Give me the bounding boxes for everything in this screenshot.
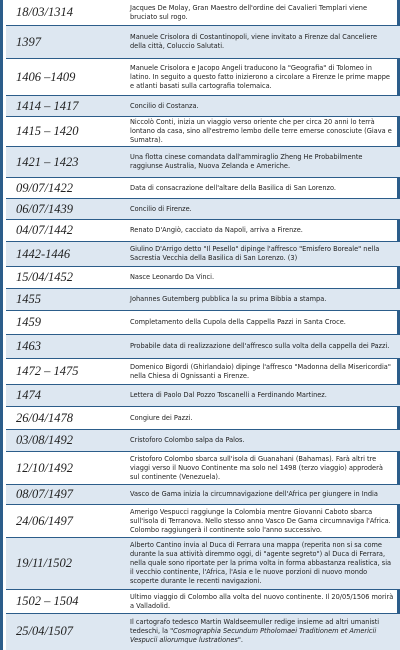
event-date: 1397 [16,34,41,49]
timeline-row [6,117,400,147]
event-date: 1474 [16,388,41,402]
event-description: Una flotta cinese comandata dall'ammiraglio Zheng He Probabilmente raggiunse Australia, Nuova Zelanda e Americhe. [130,153,363,170]
event-date: 1463 [16,339,41,353]
event-date: 1472 – 1475 [16,364,79,378]
event-description: Amerigo Vespucci raggiunge la Colombia mentre Giovanni Caboto sbarca sull'isola di Terranova. Nello stesso anno Vasco De Gama circumnaviga l'Africa. Colombo raggiungerà il continente solo l'anno successivo. [130,507,391,534]
event-description: Domenico Bigordi (Ghirlandaio) dipinge l'affresco "Madonna della Misericordia" nella Chiesa di Ognissanti a Firenze. [130,362,391,380]
event-date: 24/06/1497 [16,513,73,528]
event-description: Nasce Leonardo Da Vinci. [130,273,215,281]
event-date: 03/08/1492 [16,433,73,447]
event-description: Vasco de Gama inizia la circumnavigazione dell'Africa per giungere in India [130,490,378,498]
event-date: 06/07/1439 [16,201,73,216]
event-description: Concilio di Costanza. [130,101,199,110]
timeline-row [6,614,400,650]
timeline-row [6,452,400,485]
event-date: 19/11/1502 [16,556,73,570]
event-description: Johannes Gutemberg pubblica la su prima Bibbia a stampa. [130,295,327,303]
event-description: Renato D'Angiò, cacciato da Napoli, arriva a Firenze. [130,226,303,234]
event-date: 09/07/1422 [16,180,73,195]
event-text-part: . [240,636,243,644]
timeline-row [6,385,400,407]
event-date: 1406 –1409 [16,69,76,84]
event-text-italic: "Cosmographia Secundum Ptholomaei Traditionem et Americii Vespucii aliorumque lustrationes" [130,627,377,644]
timeline-row [6,178,400,199]
event-description: Manuele Crisolora di Costantinopoli, viene invitato a Firenze dal Canceliere della città, Coluccio Salutati. [130,33,378,50]
timeline-row [6,0,400,26]
timeline-row [6,267,400,289]
timeline-row [6,147,400,178]
event-date: 18/03/1314 [16,5,73,19]
timeline-row [6,311,400,335]
timeline-row [6,407,400,430]
timeline-row [6,505,400,538]
event-date: 1442-1446 [16,246,71,261]
timeline-row [6,538,400,590]
event-description: Jacques De Molay, Gran Maestro dell'ordine dei Cavalieri Templari viene bruciato sul rogo. [130,3,368,21]
event-description: Giulino D'Arrigo detto "Il Pesello" dipinge l'affresco "Emisfero Boreale" nella Sacrestia Vecchia della Basilica di San Lorenzo. (3) [130,245,380,262]
event-text-part: Il cartografo tedesco Martin Waldseemuller redige insieme ad altri umanisti tedeschi, la [130,618,380,635]
event-description: Probabile data di realizzazione dell'affresco sulla volta della cappella dei Pazzi. [130,342,390,350]
timeline-row [6,59,400,96]
event-date: 1502 – 1504 [16,594,79,608]
event-description: Niccolò Conti, inizia un viaggio verso oriente che per circa 20 anni lo terrà lontano da casa, sino all'estremo lembo delle terre emerse conosciute (Giava e Sumatra). [130,118,392,144]
event-description: Lettera di Paolo Dal Pozzo Toscanelli a Ferdinando Martinez. [130,391,327,399]
event-description [130,614,394,649]
event-date: 12/10/1492 [16,460,73,475]
event-description: Alberto Cantino invia al Duca di Ferrara una mappa (reperita non si sa come durante la sua attività diremmo oggi, di "agente segreto") al Duca di Ferrara, nella quale sono riportate per la prima volta in forma abbastanza realistica, sia il vecchio continente, l'Africa, l'Asia e le nuove porzioni di nuovo mondo scoperte durante le recenti navigazioni. [130,541,392,585]
timeline-row [6,96,400,117]
timeline-row [6,430,400,452]
event-date: 15/04/1452 [16,270,73,284]
timeline-row [6,220,400,242]
event-date: 25/04/1507 [16,624,73,638]
event-description: Congiure dei Pazzi. [130,413,193,422]
event-date: 1415 – 1420 [16,124,79,138]
event-date: 04/07/1442 [16,223,73,237]
event-date: 1414 – 1417 [16,98,79,113]
timeline-row [6,335,400,359]
event-description: Cristoforo Colombo salpa da Palos. [130,436,245,444]
event-date: 26/04/1478 [16,410,73,425]
timeline-row [6,359,400,385]
timeline-row [6,26,400,59]
event-description: Cristoforo Colombo sbarca sull'isola di Guanahani (Bahamas). Farà altri tre viaggi verso il Nuovo Continente ma solo nel 1498 (terzo viaggio) approderà sul continente (Venezuela). [130,454,383,481]
event-date: 1455 [16,292,41,306]
timeline-row [6,590,400,614]
timeline-row [6,199,400,220]
event-description: Concilio di Firenze. [130,204,192,213]
timeline-row [6,289,400,311]
event-date: 08/07/1497 [16,487,73,501]
event-date: 1459 [16,315,41,329]
event-description: Data di consacrazione dell'altare della Basilica di San Lorenzo. [130,183,337,192]
timeline-row [6,485,400,505]
event-description: Completamento della Cupola della Cappella Pazzi in Santa Croce. [130,318,346,326]
event-date: 1421 – 1423 [16,154,79,169]
timeline-row [6,242,400,267]
event-description: Manuele Crisolora e Jacopo Angeli traducono la "Geografia" di Tolomeo in latino. In seguito a questo fatto inizierono a circolare a Firenze le prime mappe e atlanti basati sulla cartografia tolemaica. [130,63,390,90]
event-description: Ultimo viaggio di Colombo alla volta del nuovo continente. Il 20/05/1506 morirà a Valladolid. [130,592,394,610]
